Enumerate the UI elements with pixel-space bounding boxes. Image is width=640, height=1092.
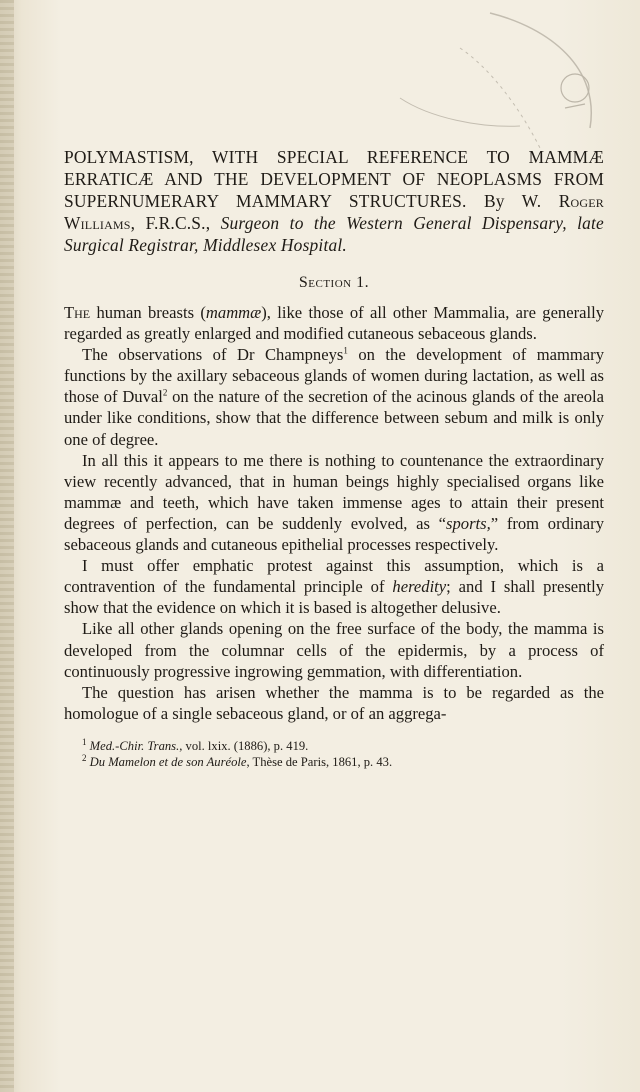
p1-lead: The: [64, 303, 91, 322]
p1-text-b: ), like those of all other Mammalia, are generally regarded as greatly enlarged and modified cutaneous sebaceous glands.: [64, 303, 605, 344]
footnote-2-details: , Thèse de Paris, 1861, p. 43.: [246, 754, 393, 769]
article-body: [64, 146, 604, 770]
p1-text-a: human breasts (: [96, 303, 206, 322]
footnote-1-journal: Med.-Chir. Trans.: [89, 738, 180, 753]
article-title: [64, 146, 604, 256]
p3-sports: sports,: [446, 513, 491, 533]
section-heading: Section 1.: [298, 274, 370, 291]
author-name: Roger Williams,: [64, 191, 604, 233]
paragraph-6: The question has arisen whether the mamma is to be regarded as the homologue of a single sebaceous gland, or of an aggrega-: [64, 682, 604, 723]
p4-heredity: heredity: [392, 577, 447, 597]
p2-text-b: on the development of mammary functions by the axillary sebaceous glands of women during lactation, as well as those of Duval: [64, 345, 604, 407]
p1-mammae: mammæ: [205, 303, 262, 322]
author-credentials: F.R.C.S.,: [145, 213, 211, 233]
p4-text-b: ; and I shall presently show that the evidence on which it is based is altogether delusive.: [64, 577, 604, 618]
title-by: By W.: [483, 191, 542, 211]
footnotes: [64, 738, 604, 770]
p4-text-a: I must offer emphatic protest against this assumption, which is a contravention of the fundamental principle of: [64, 556, 604, 597]
paragraph-5: Like all other glands opening on the free surface of the body, the mamma is developed from the columnar cells of the epidermis, by a process of continuously progressive ingrowing gemmation, with differentiation.: [64, 619, 604, 681]
page-spine-shadow: [0, 0, 14, 1092]
footnote-1-details: , vol. lxix. (1886), p. 419.: [179, 738, 309, 753]
author-affiliation: Surgeon to the Western General Dispensary, late Surgical Registrar, Middlesex Hospital.: [64, 213, 604, 255]
library-stamp-mark: [340, 8, 640, 158]
p2-text-a: The observations of Dr Champneys: [82, 345, 344, 365]
p3-text-b: ” from ordinary sebaceous glands and cutaneous epithelial processes respectively.: [64, 513, 604, 555]
title-text: POLYMASTISM, WITH SPECIAL REFERENCE TO MAMMÆ ERRATICÆ AND THE DEVELOPMENT OF NEOPLASMS FROM SUPERNUMERARY MAMMARY STRUCTURES.: [64, 147, 604, 211]
p3-text-a: In all this it appears to me there is nothing to countenance the extraordinary view recently advanced, that in human beings highly specialised organs like mammæ and teeth, which have taken immense ages to attain their present degrees of perfection, can be suddenly evolved, as “: [64, 450, 604, 533]
footnote-1-mark: 1: [82, 736, 87, 747]
paragraph-4: [64, 555, 604, 618]
footnote-ref-2: 2: [162, 387, 168, 398]
paragraph-3: [64, 450, 604, 555]
paragraph-2: [64, 344, 604, 449]
footnote-1: [82, 738, 604, 754]
footnote-2-title: Du Mamelon et de son Auréole: [89, 754, 247, 769]
p2-text-c: on the nature of the secretion of the acinous glands of the areola under like conditions, show that the difference between sebum and milk is only one of degree.: [64, 387, 605, 449]
paragraph-1: [64, 302, 604, 344]
footnote-ref-1: 1: [343, 345, 348, 356]
footnote-2: [82, 754, 604, 770]
footnote-2-mark: 2: [82, 752, 87, 763]
